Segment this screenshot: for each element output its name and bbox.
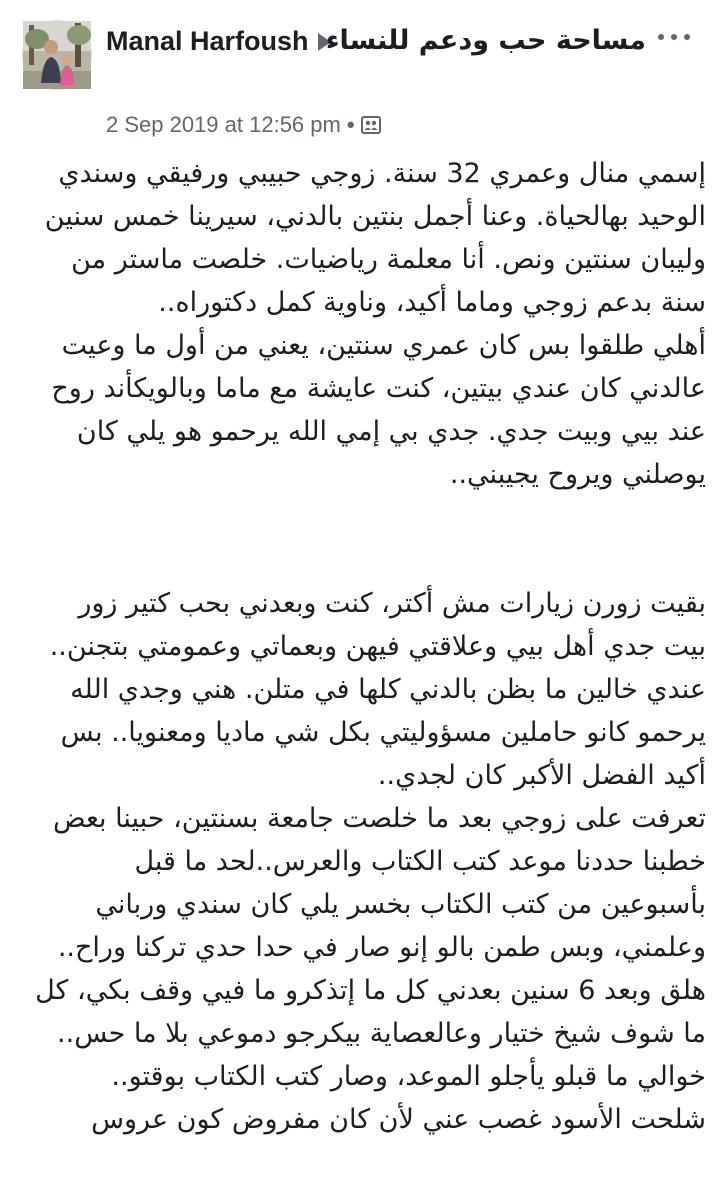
avatar-photo — [23, 21, 91, 89]
post-paragraph-7: شلحت الأسود غصب عني لأن كان مفروض كون عروس — [91, 1104, 706, 1135]
group-name-line-1[interactable] — [325, 24, 646, 58]
more-dot-1 — [658, 34, 664, 40]
group-name-block — [106, 24, 646, 104]
post-timestamp[interactable]: 2 Sep 2019 at 12:56 pm — [106, 112, 341, 137]
group-audience-icon[interactable] — [361, 115, 381, 141]
post-paragraph-3: بقيت زورن زيارات مش أكتر، كنت وبعدني بحب كتير زور بيت جدي أهل بيي وعلاقتي فيهن وبعماتي وعمومتي بتجنن.. عندي خالين ما بظن بالدني كلها في متلن. هني وجدي الله يرحمو كانو حاملين مسؤوليتي بكل شي ماديا ومعنويا.. بس أكيد الفضل الأكبر كان لجدي.. — [49, 588, 706, 791]
more-dot-3 — [684, 34, 690, 40]
post-paragraph-5: هلق وبعد 6 سنين بعدني كل ما إتذكرو ما فيي وقف بكي، كل ما شوف شيخ ختيار وعالعصاية بيكرجو دموعي بلا ما حس.. — [35, 975, 706, 1049]
more-options-icon[interactable] — [654, 30, 694, 44]
author-name[interactable]: Manal Harfoush — [106, 26, 309, 56]
post-paragraph-4: تعرفت على زوجي بعد ما خلصت جامعة بسنتين، حبينا بعض خطبنا حددنا موعد كتب الكتاب والعرس..لحد ما قبل بأسبوعين من كتب الكتاب بخسر يلي كان سندي ورباني وعلمني، وبس طمن بالو إنو صار في حدا حدي تركنا وراح.. — [52, 803, 706, 963]
post-paragraph-2: أهلي طلقوا بس كان عمري سنتين، يعني من أول ما وعيت عالدني كان عندي بيتين، كنت عايشة مع ماما وبالويكأند روح عند بيي وبيت جدي. جدي بي إمي الله يرحمو هو يلي كان يوصلني ويروح يجيبني.. — [51, 330, 706, 490]
paragraph-gap — [28, 496, 706, 582]
post-header — [0, 0, 720, 150]
post-paragraph-1: إسمي منال وعمري 32 سنة. زوجي حبيبي ورفيقي وسندي الوحيد بهالحياة. وعنا أجمل بنتين بالدني، سيرينا خمس سنين وليبان سنتين ونص. أنا معلمة رياضيات. خلصت ماستر من سنة بدعم زوجي وماما أكيد، وناوية كمل دكتوراه.. — [44, 158, 706, 318]
author-avatar[interactable] — [22, 20, 92, 90]
group-name[interactable]: مساحة حب ودعم للنساء — [325, 25, 646, 56]
post-meta — [106, 112, 381, 141]
post-paragraph-6: خوالي ما قبلو يأجلو الموعد، وصار كتب الكتاب بوقتو.. — [111, 1061, 706, 1092]
meta-separator: • — [346, 112, 355, 137]
post-body — [28, 152, 706, 1141]
more-dot-2 — [671, 34, 677, 40]
